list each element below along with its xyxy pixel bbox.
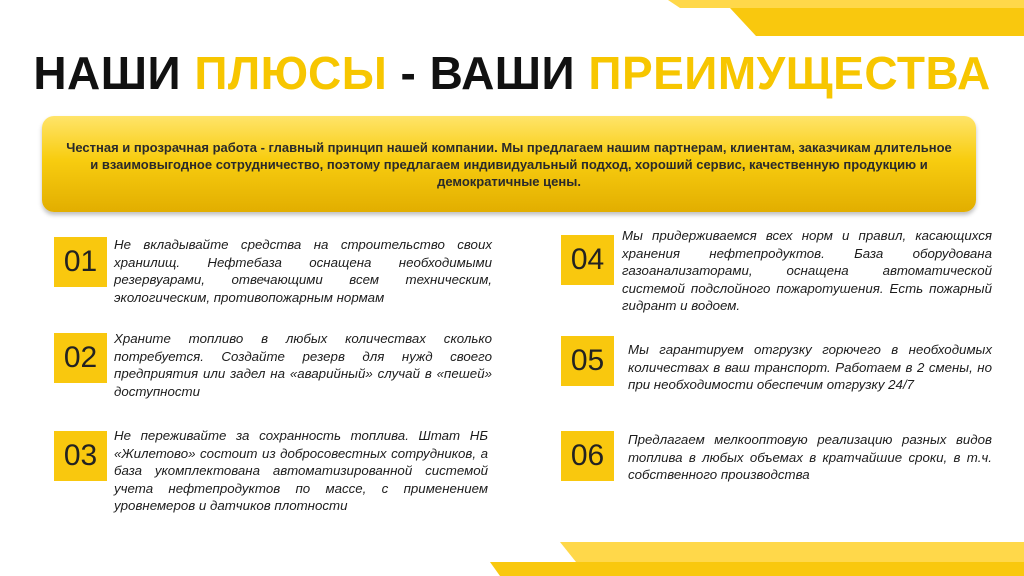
number-badge-06: 06 xyxy=(561,431,614,481)
advantage-text-06: Предлагаем мелкооптовую реализацию разных видов топлива в любых объемах в кратчайшие сроки, в т.ч. собственного производства xyxy=(628,432,992,482)
advantage-text-04: Мы придерживаемся всех норм и правил, касающихся хранения нефтепродуктов. База оборудована газоанализаторами, оснащена автоматической системой подслойного пожаротушения. Есть пожарный гидрант и водоем. xyxy=(622,228,992,313)
advantage-text-01: Не вкладывайте средства на строительство своих хранилищ. Нефтебаза оснащена необходимыми резервуарами, отвечающими всем техническим, экологическим, противопожарным нормам xyxy=(114,237,492,305)
title-part-3: - ВАШИ xyxy=(387,47,589,99)
title-part-4: ПРЕИМУЩЕСТВА xyxy=(588,47,991,99)
page-title xyxy=(0,46,1024,100)
number-badge-02: 02 xyxy=(54,333,107,383)
bottom-right-stripes-decoration xyxy=(0,536,1024,576)
top-right-stripes-decoration xyxy=(0,0,1024,40)
advantage-text-03: Не переживайте за сохранность топлива. Штат НБ «Жилетово» состоит из добросовестных сотрудников, а база укомплектована автоматизированной системой учета нефтепродуктов по массе, с применением уровнемеров и датчиков плотности xyxy=(114,428,488,513)
number-badge-03: 03 xyxy=(54,431,107,481)
title-part-1: НАШИ xyxy=(33,47,195,99)
number-badge-01: 01 xyxy=(54,237,107,287)
advantage-text-05: Мы гарантируем отгрузку горючего в необходимых количествах в ваш транспорт. Работаем в 2 смены, но при необходимости обеспечим отгрузку 24/7 xyxy=(628,342,992,392)
number-badge-05: 05 xyxy=(561,336,614,386)
title-part-2: ПЛЮСЫ xyxy=(194,47,388,99)
number-badge-04: 04 xyxy=(561,235,614,285)
intro-banner-text: Честная и прозрачная работа - главный принцип нашей компании. Мы предлагаем нашим партнерам, клиентам, заказчикам длительное и взаимовыгодное сотрудничество, поэтому предлагаем индивидуальный подход, хороший сервис, качественную продукцию и демократичные цены. xyxy=(66,139,952,189)
intro-banner xyxy=(42,116,976,212)
advantage-text-02: Храните топливо в любых количествах сколько потребуется. Создайте резерв для нужд своего предприятия или задел на «аварийный» случай в «пешей» доступности xyxy=(114,331,492,399)
